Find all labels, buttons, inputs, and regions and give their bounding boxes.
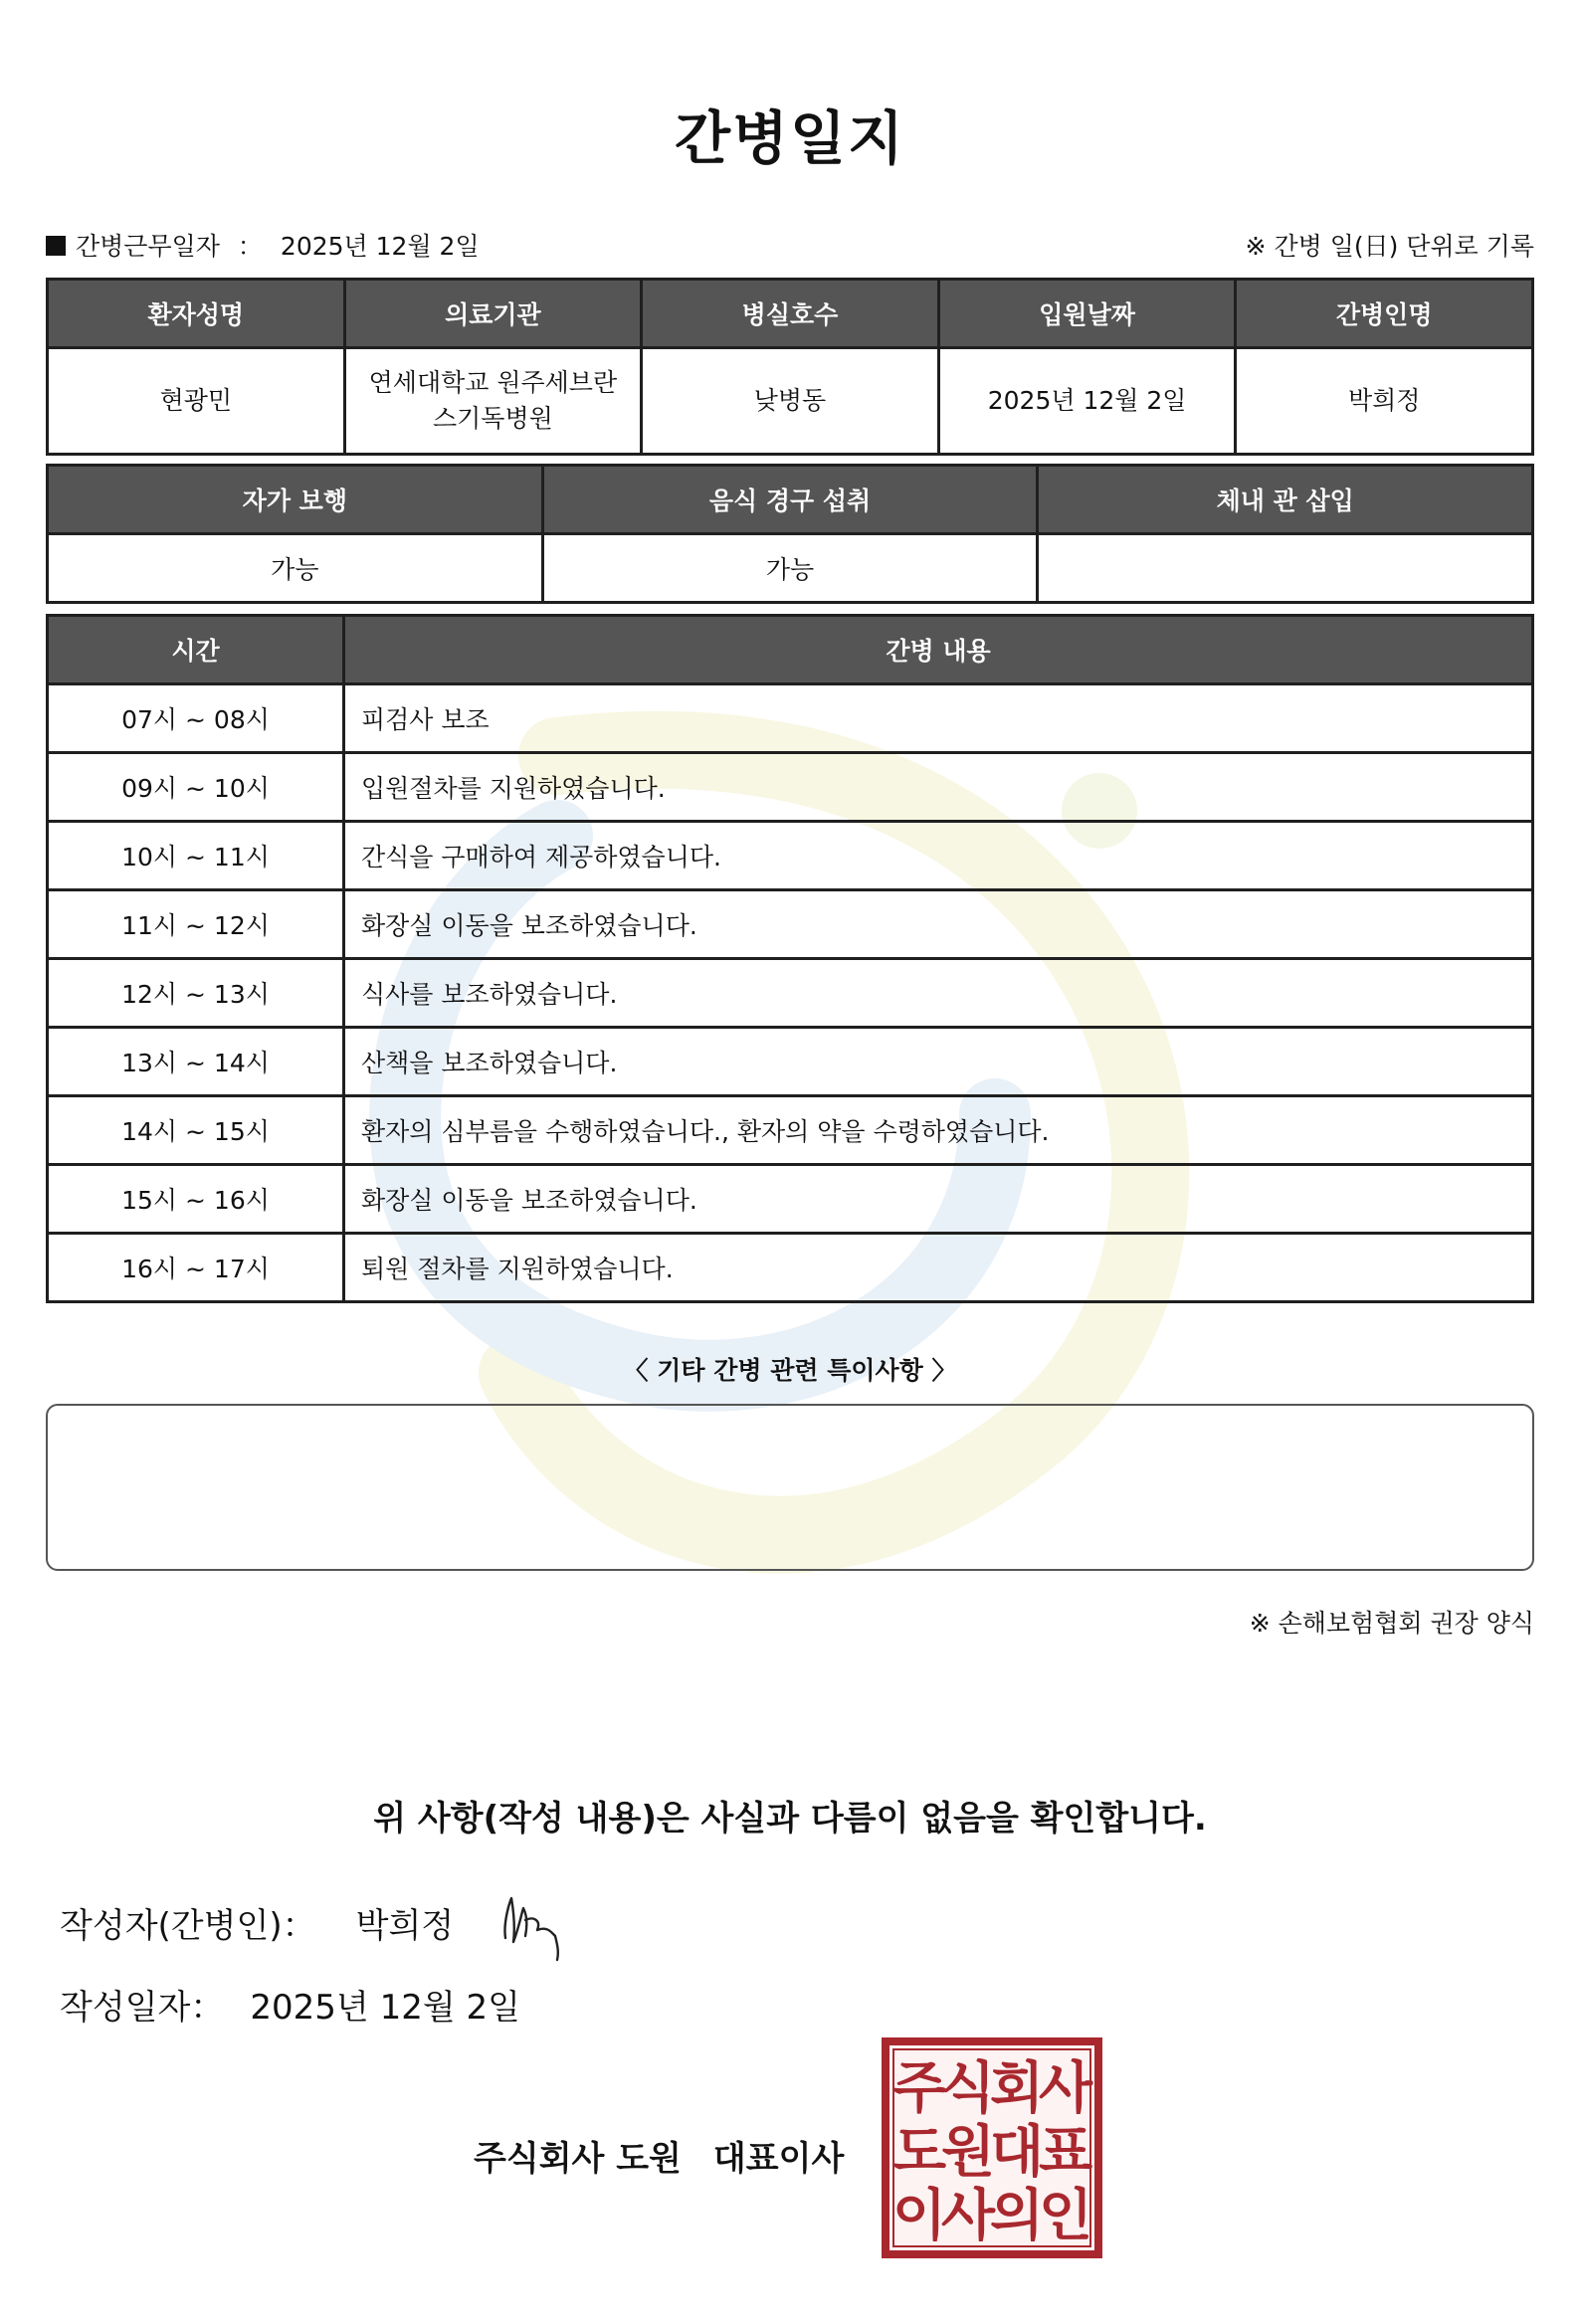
- header-oral-intake: 음식 경구 섭취: [542, 466, 1038, 534]
- patient-status-table: [46, 464, 1534, 604]
- company-name: 주식회사 도원: [474, 2139, 682, 2179]
- seal-char: 원: [940, 2120, 996, 2185]
- caregiver-name: 박희정: [1236, 348, 1533, 455]
- table-row: [48, 684, 1533, 753]
- table-row: [48, 753, 1533, 822]
- seal-char: 도: [891, 2120, 947, 2185]
- table-row: [48, 1234, 1533, 1302]
- row-content: 화장실 이동을 보조하였습니다.: [344, 1165, 1533, 1234]
- square-bullet-icon: [46, 236, 66, 256]
- work-date-value: 2025년 12월 2일: [280, 232, 480, 261]
- row-time: 16시 ~ 17시: [48, 1234, 344, 1302]
- written-date-line: [60, 1980, 520, 2029]
- patient-value-row: [48, 348, 1533, 455]
- seal-char: 대: [989, 2120, 1045, 2185]
- schedule-header-row: [48, 616, 1533, 684]
- row-content: 간식을 구매하여 제공하였습니다.: [344, 822, 1533, 890]
- author-line: [60, 1898, 454, 1947]
- tube-insertion-value: [1038, 534, 1533, 603]
- seal-char: 주: [891, 2056, 947, 2121]
- row-time: 12시 ~ 13시: [48, 959, 344, 1028]
- handwritten-signature: [497, 1886, 567, 1966]
- written-date-label: 작성일자：: [60, 1988, 225, 2028]
- row-time: 10시 ~ 11시: [48, 822, 344, 890]
- row-content: 입원절차를 지원하였습니다.: [344, 753, 1533, 822]
- remarks-box: [46, 1404, 1534, 1571]
- hospital-name-line1: 연세대학교 원주세브란: [368, 368, 618, 397]
- header-caregiver-name: 간병인명: [1236, 280, 1533, 348]
- work-date-line: [46, 227, 480, 263]
- row-time: 11시 ~ 12시: [48, 890, 344, 959]
- row-time: 07시 ~ 08시: [48, 684, 344, 753]
- seal-char: 사: [1038, 2056, 1093, 2121]
- row-content: 피검사 보조: [344, 684, 1533, 753]
- confirmation-statement: 위 사항(작성 내용)은 사실과 다름이 없음을 확인합니다.: [373, 1799, 1207, 1839]
- work-date-label: 간병근무일자: [76, 232, 220, 261]
- patient-header-row: [48, 280, 1533, 348]
- header-patient-name: 환자성명: [48, 280, 345, 348]
- hospital-name-line2: 스기독병원: [433, 404, 553, 433]
- work-date-colon: ：: [237, 232, 263, 261]
- header-tube-insertion: 체내 관 삽입: [1038, 466, 1533, 534]
- row-content: 화장실 이동을 보조하였습니다.: [344, 890, 1533, 959]
- table-row: [48, 1028, 1533, 1096]
- document-title: 간병일지: [674, 104, 906, 172]
- company-seal-stamp: [882, 2037, 1102, 2258]
- row-content: 식사를 보조하였습니다.: [344, 959, 1533, 1028]
- patient-info-table: [46, 278, 1534, 456]
- row-content: 산책을 보조하였습니다.: [344, 1028, 1533, 1096]
- table-row: [48, 1165, 1533, 1234]
- admission-date: 2025년 12월 2일: [938, 348, 1236, 455]
- row-time: 13시 ~ 14시: [48, 1028, 344, 1096]
- status-value-row: [48, 534, 1533, 603]
- header-care-content: 간병 내용: [344, 616, 1533, 684]
- table-row: [48, 1096, 1533, 1165]
- header-time: 시간: [48, 616, 344, 684]
- room-number: 낮병동: [642, 348, 939, 455]
- seal-char: 표: [1038, 2120, 1093, 2185]
- header-hospital: 의료기관: [344, 280, 642, 348]
- seal-char: 식: [940, 2056, 996, 2121]
- seal-char: 사: [940, 2184, 996, 2248]
- hospital-name: [344, 348, 642, 455]
- row-content: 퇴원 절차를 지원하였습니다.: [344, 1234, 1533, 1302]
- seal-char: 의: [989, 2184, 1045, 2248]
- header-self-walking: 자가 보행: [48, 466, 543, 534]
- row-time: 15시 ~ 16시: [48, 1165, 344, 1234]
- row-content: 환자의 심부름을 수행하였습니다., 환자의 약을 수령하였습니다.: [344, 1096, 1533, 1165]
- seal-char: 이: [891, 2184, 947, 2248]
- recommendation-note: ※ 손해보험협회 권장 양식: [1249, 1609, 1534, 1638]
- status-header-row: [48, 466, 1533, 534]
- patient-name: 현광민: [48, 348, 345, 455]
- seal-char: 인: [1038, 2184, 1093, 2248]
- header-admission-date: 입원날짜: [938, 280, 1236, 348]
- row-time: 09시 ~ 10시: [48, 753, 344, 822]
- written-date-value: 2025년 12월 2일: [250, 1988, 520, 2028]
- author-label: 작성자(간병인)：: [60, 1906, 316, 1946]
- self-walking-value: 가능: [48, 534, 543, 603]
- seal-char: 회: [989, 2056, 1045, 2121]
- daily-record-note: ※ 간병 일(日) 단위로 기록: [1245, 232, 1534, 261]
- table-row: [48, 890, 1533, 959]
- author-name: 박희정: [355, 1906, 455, 1946]
- remarks-title: 〈 기타 간병 관련 특이사항 〉: [623, 1356, 957, 1385]
- oral-intake-value: 가능: [542, 534, 1038, 603]
- company-title: 대표이사: [712, 2139, 845, 2179]
- care-schedule-table: [46, 614, 1534, 1303]
- header-room: 병실호수: [642, 280, 939, 348]
- table-row: [48, 959, 1533, 1028]
- company-signature-line: [474, 2131, 844, 2180]
- table-row: [48, 822, 1533, 890]
- row-time: 14시 ~ 15시: [48, 1096, 344, 1165]
